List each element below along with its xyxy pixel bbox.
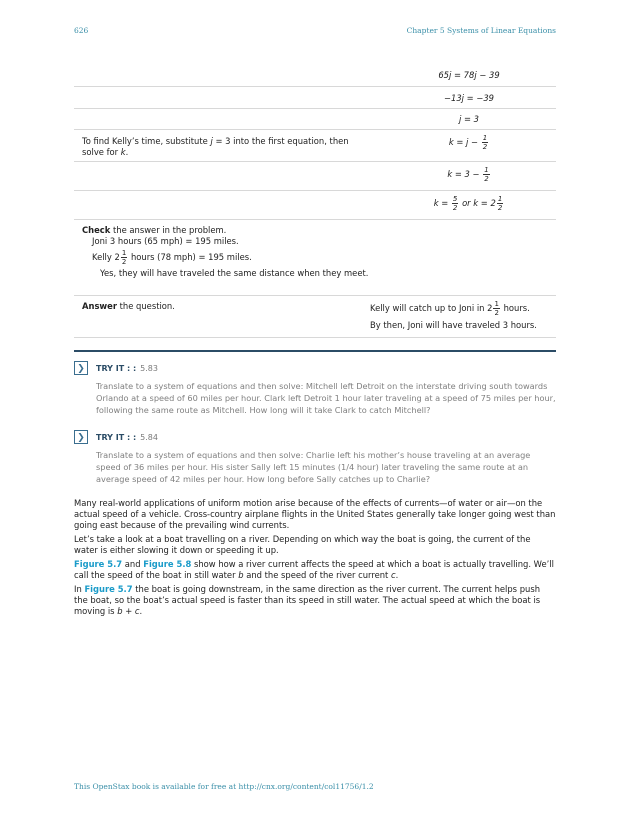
equation: 65j = 78j − 39 bbox=[438, 70, 500, 80]
fraction: $\frac{1}{2}$ bbox=[494, 300, 499, 317]
table-row bbox=[74, 87, 556, 109]
equation: j = 3 bbox=[459, 114, 479, 124]
table-row bbox=[74, 162, 556, 191]
chevron-right-icon[interactable]: ❯ bbox=[74, 430, 88, 444]
chevron-right-icon[interactable]: ❯ bbox=[74, 361, 88, 375]
chapter-title: Chapter 5 Systems of Linear Equations bbox=[406, 26, 556, 35]
equation: −13j = −39 bbox=[443, 93, 495, 103]
try-it-5-83: ❯ TRY IT : : 5.83 Translate to a system of equations and then solve: Mitchell left Detroit on the interstate driving south towards Orlando at a speed of 60 miles per hour. Clark left Detroit 1 hour later traveling at a speed of 75 miles per hour, following the same route as Mitchell. How long will it take Clark to catch Mitchell? bbox=[74, 361, 556, 421]
equation: k = $\frac{5}{2}$ or k = 2 $\frac{1}{2}$ bbox=[433, 195, 503, 212]
page-number: 626 bbox=[74, 26, 89, 35]
footer-text: This OpenStax book is available for free at http://cnx.org/content/col11756/1.2 bbox=[74, 782, 374, 791]
solution-table bbox=[74, 64, 556, 338]
try-it-text: Translate to a system of equations and then solve: Mitchell left Detroit on the interstate driving south towards Orlando at a speed of 60 miles per hour. Clark left Detroit 1 hour later traveling at a speed of 75 miles per hour, following the same route as Mitchell. How long will it take Clark to catch Mitchell? bbox=[96, 381, 556, 415]
fraction: $\frac{1}{2}$ bbox=[497, 195, 503, 212]
fraction: $\frac{1}{2}$ bbox=[482, 134, 488, 151]
answer-step: Answer the question. bbox=[82, 301, 175, 311]
step-text: To find Kelly’s time, substitute j = 3 into the first equation, then solve for k. bbox=[82, 136, 349, 157]
fraction: $\frac{1}{2}$ bbox=[121, 249, 127, 266]
try-it-text: Translate to a system of equations and then solve: Charlie left his mother’s house traveling at an average speed of 36 miles per hour. His sister Sally left 15 minutes (1/4 hour) later traveling the same route at an average speed of 42 miles per hour. How long before Sally catches up to Charlie? bbox=[96, 450, 531, 484]
table-row bbox=[74, 191, 556, 220]
section-divider bbox=[74, 350, 556, 352]
table-row bbox=[74, 64, 556, 87]
table-row-check bbox=[74, 220, 556, 296]
answer-line: By then, Joni will have traveled 3 hours. bbox=[370, 320, 537, 330]
body-paragraph: Figure 5.7 and Figure 5.8 show how a river current affects the speed at which a boat is actually travelling. We’ll call the speed of the boat in still water b and the speed of the river current c. bbox=[74, 559, 554, 580]
check-step: Check the answer in the problem. Joni 3 hours (65 mph) = 195 miles. Kelly 2 $\frac{1}{2}$ hours (78 mph) = 195 miles. Yes, they will have traveled the same distance when they meet. bbox=[82, 225, 369, 278]
table-row-answer bbox=[74, 296, 556, 338]
figure-link[interactable]: Figure 5.7 bbox=[74, 559, 123, 569]
table-row bbox=[74, 130, 556, 162]
body-paragraph: In Figure 5.7 the boat is going downstream, in the same direction as the river current. The current helps push the boat, so the boat’s actual speed is faster than its speed in still water. The actual speed at which the boat is moving is b + c. bbox=[74, 584, 541, 616]
figure-link[interactable]: Figure 5.7 bbox=[84, 584, 133, 594]
fraction: $\frac{5}{2}$ bbox=[452, 195, 458, 212]
fraction: $\frac{1}{2}$ bbox=[484, 166, 489, 183]
answer-line: Kelly will catch up to Joni in 2 $\frac{1}{2}$ hours. bbox=[370, 300, 530, 317]
equation: k = j − $\frac{1}{2}$ bbox=[448, 134, 488, 151]
figure-link[interactable]: Figure 5.8 bbox=[143, 559, 192, 569]
equation: k = 3 − $\frac{1}{2}$ bbox=[447, 166, 489, 183]
body-paragraph: Let’s take a look at a boat travelling on a river. Depending on which way the boat is going, the current of the water is either slowing it down or speeding it up. bbox=[74, 534, 531, 555]
table-row bbox=[74, 109, 556, 130]
body-paragraph: Many real-world applications of uniform motion arise because of the effects of currents—of water or air—on the actual speed of a vehicle. Cross-country airplane flights in the United States generally take longer going west than going east because of the prevailing wind currents. bbox=[74, 498, 556, 530]
try-it-5-84: ❯ TRY IT : : 5.84 Translate to a system of equations and then solve: Charlie left his mother’s house traveling at an average speed of 36 miles per hour. His sister Sally left 15 minutes (1/4 hour) later traveling the same route at an average speed of 42 miles per hour. How long before Sally catches up to Charlie? bbox=[74, 430, 556, 490]
